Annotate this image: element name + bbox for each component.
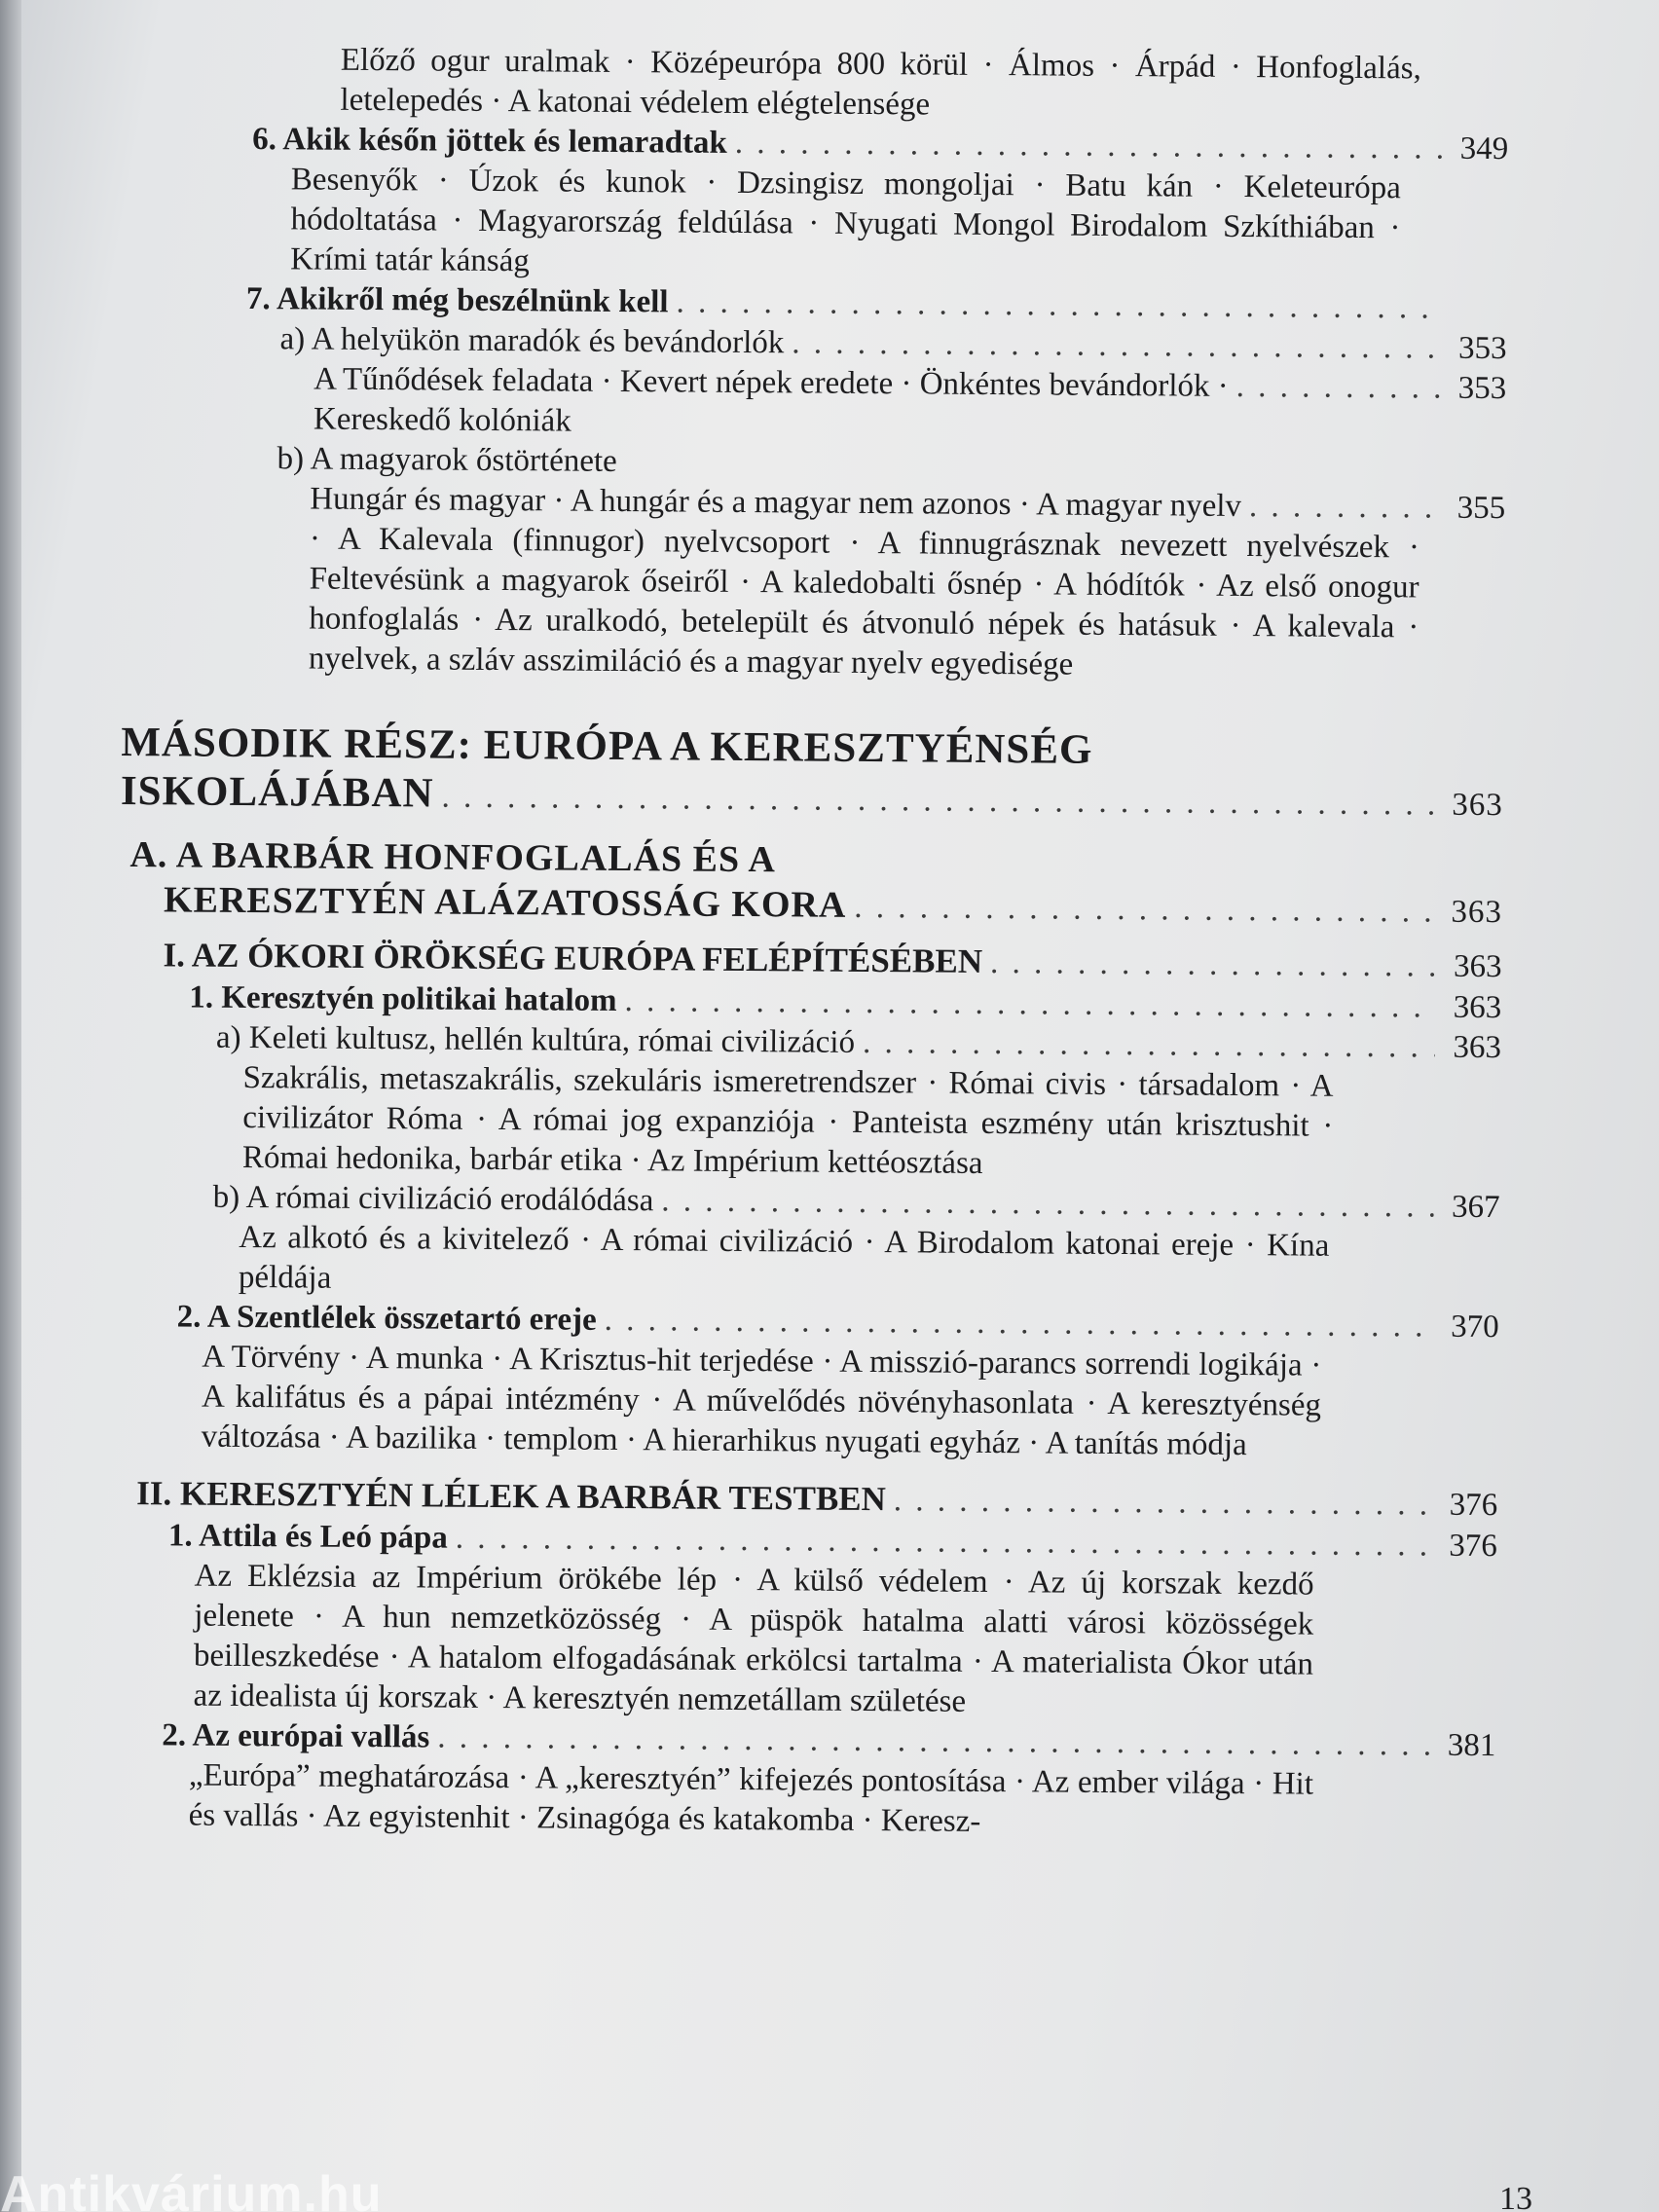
sI-1a-description: Szakrális, metaszakrális, szekuláris ismeretrendszer · Római civis · társadalom · A civilizátor Róma · A római jog expanziója · Panteista eszmény után krisztushit · Római hedonika, barbár etika · Az Impérium kettéosztása: [241, 1059, 1334, 1181]
dot-leader: [1249, 487, 1440, 529]
dot-leader: [854, 885, 1436, 935]
entry-page: 353: [1457, 330, 1507, 367]
dot-leader: [990, 941, 1436, 988]
entry-page: 381: [1447, 1727, 1496, 1764]
entry-title: a) Keleti kultusz, hellén kultúra, római civilizáció: [215, 1019, 856, 1060]
dot-leader: [605, 1301, 1433, 1347]
ch5-continuation-description: Előző ogur uralmak · Középeurópa 800 körül · Álmos · Árpád · Honfoglalás, letelepedés · A katonai védelem elégtelensége: [340, 42, 1421, 123]
table-of-contents: [113, 39, 1509, 1846]
dot-leader: [735, 124, 1443, 169]
secA-title-line1: A. A BARBÁR HONFOGLALÁS ÉS A: [129, 834, 777, 881]
sI-1b-description: Az alkotó és a kivitelező · A római civilizáció · A Birodalom katonai ereje · Kína példája: [238, 1219, 1330, 1296]
entry-title: 6. Akik későn jöttek és lemaradtak: [252, 122, 728, 161]
ch7a-description-rest: Kereskedő kolóniák: [313, 401, 571, 439]
dot-leader: [894, 1479, 1432, 1526]
entry-title: 2. Az európai vallás: [162, 1717, 430, 1755]
entry-title: 7. Akikről még beszélnünk kell: [245, 280, 669, 320]
entry-title: 2. A Szentlélek összetartó ereje: [176, 1299, 597, 1338]
entry-title: II. KERESZTYÉN LÉLEK A BARBÁR TESTBEN: [136, 1474, 887, 1519]
entry-title: ISKOLÁJÁBAN: [120, 767, 434, 817]
entry-title: 1. Attila és Leó pápa: [167, 1518, 448, 1556]
page-number: 13: [1499, 2181, 1532, 2212]
sI-2-description: A Törvény · A munka · A Krisztus-hit terjedése · A misszió-parancs sorrendi logikája · A kalifátus és a pápai intézmény · A művelődés növényhasonlata · A keresztyénség változása · A bazilika · templom · A hierarhikus nyugati egyház · A tanítás módja: [201, 1339, 1322, 1463]
entry-page: 370: [1451, 1309, 1499, 1346]
entry-page: 376: [1449, 1528, 1498, 1565]
entry-title: b) A római civilizáció erodálódása: [212, 1179, 654, 1219]
entry-title: KERESZTYÉN ALÁZATOSSÁG KORA: [163, 879, 847, 926]
entry-page: 355: [1456, 490, 1506, 527]
entry-page: 363: [1452, 787, 1504, 824]
sII-1-description: Az Eklézsia az Impérium örökébe lép · A külső védelem · Az új korszak kezdő jelenete · A hun nemzetközösség · A püspök hatalma alatti városi közösségek beilleszkedése · A hatalom elfogadásának erkölcsi tartalma · A materialista Ókor után az idealista új korszak · A keresztyén nemzetállam születése: [193, 1558, 1314, 1719]
sII-2-description: „Európa” meghatározása · A „keresztyén” kifejezés pontosítása · Az ember világa · Hit és vallás · Az egyistenhit · Zsinagóga és katakomba · Keresz-: [188, 1757, 1314, 1839]
page-binding-shadow: [0, 0, 21, 2212]
entry-page: 363: [1453, 989, 1502, 1026]
entry-page: 353: [1457, 370, 1507, 407]
dot-leader: [661, 1181, 1434, 1227]
entry-page: 363: [1453, 1029, 1502, 1066]
dot-leader: [1236, 367, 1441, 409]
dot-leader: [676, 282, 1441, 328]
entry-page: 367: [1451, 1189, 1500, 1226]
ch6-description: Besenyők · Úzok és kunok · Dzsingisz mongoljai · Batu kán · Keleteurópa hódoltatása · Magyarország feldúlása · Nyugati Mongol Birodalom Szkíthiában · Krími tatár kánság: [290, 162, 1401, 279]
dot-leader: [792, 323, 1441, 368]
entry-title: I. AZ ÓKORI ÖRÖKSÉG EURÓPA FELÉPÍTÉSÉBEN: [163, 936, 983, 980]
entry-page: 363: [1453, 948, 1502, 985]
entry-page: 376: [1449, 1487, 1498, 1524]
entry-description: A Tűnődések feladata · Kevert népek eredete · Önkéntes bevándorlók ·: [313, 361, 1229, 404]
entry-page: 349: [1459, 130, 1509, 167]
dot-leader: [624, 981, 1435, 1028]
dot-leader: [863, 1023, 1435, 1068]
entry-title: b) A magyarok őstörténete: [276, 441, 617, 479]
entry-page: 363: [1451, 894, 1503, 931]
part2-title-line1: MÁSODIK RÉSZ: EURÓPA A KERESZTYÉNSÉG: [121, 719, 1093, 773]
entry-title: 1. Keresztyén politikai hatalom: [189, 979, 617, 1018]
dot-leader: [441, 773, 1437, 830]
entry-description: Hungár és magyar · A hungár és a magyar nem azonos · A magyar nyelv: [310, 481, 1242, 525]
entry-title: a) A helyükön maradók és bevándorlók: [279, 321, 785, 361]
ch7b-description-rest: · A Kalevala (finnugor) nyelvcsoport · A finnugrásznak nevezett nyelvészek · Feltevésünk a magyarok őseiről · A kaledobalti ősnép · A hódítók · Az első onogur honfoglalás · Az uralkodó, betelepült és átvonuló népek és hatásuk · A kalevala · nyelvek, a szláv asszimiláció és a magyar nyelv egyedisége: [308, 521, 1420, 682]
site-watermark: Antikvárium.hu: [0, 2166, 383, 2212]
